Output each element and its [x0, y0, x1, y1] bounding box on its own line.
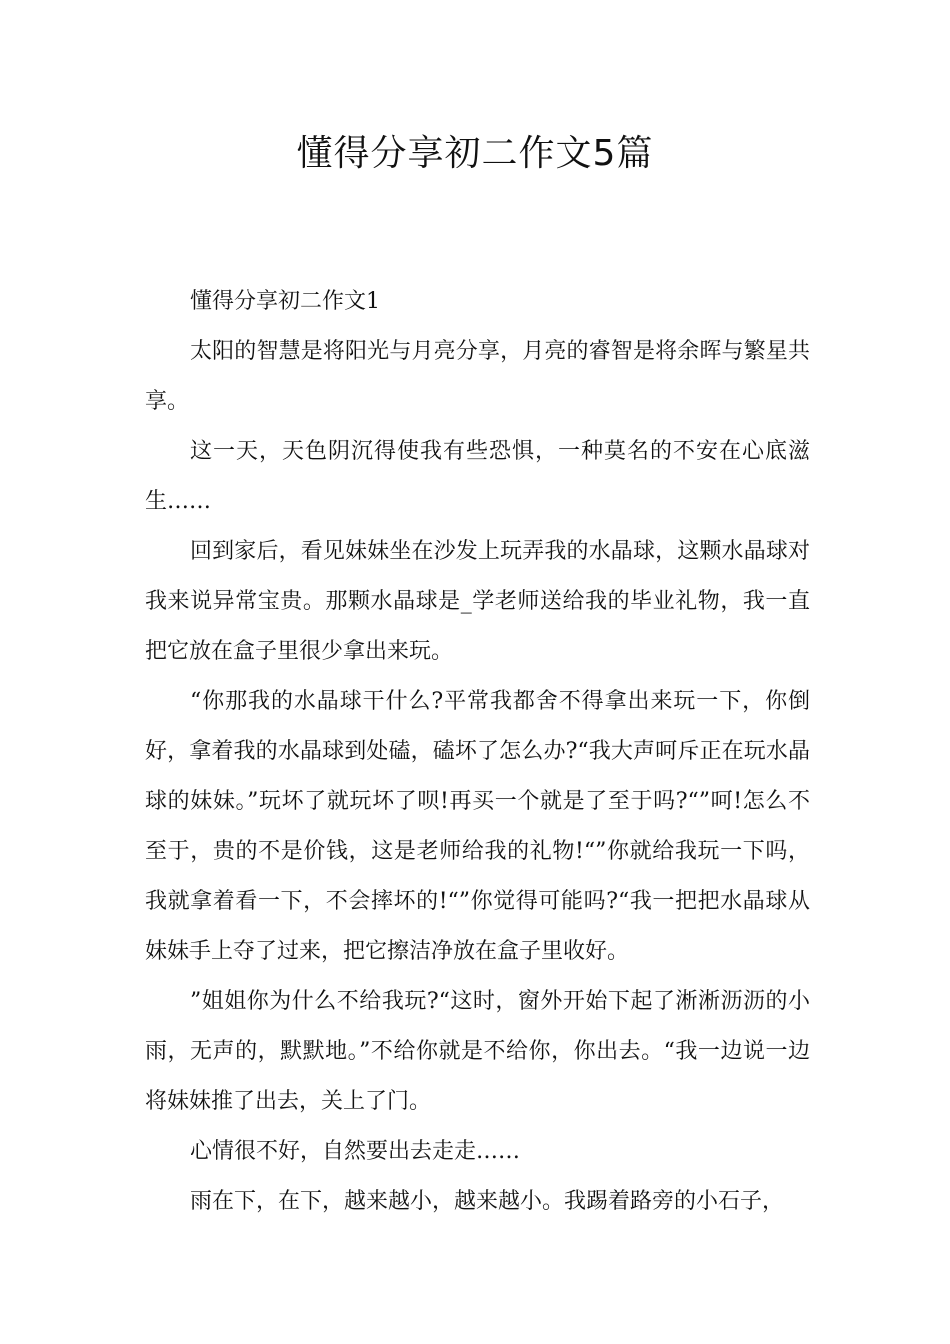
document-body: [145, 277, 810, 1227]
paragraph: 雨在下，在下，越来越小，越来越小。我踢着路旁的小石子，: [190, 1189, 785, 1214]
paragraph: 回到家后，看见妹妹坐在沙发上玩弄我的水晶球，这颗水晶球对我来说异常宝贵。那颗水晶球是_学老师送给我的毕业礼物，我一直把它放在盒子里很少拿出来玩。: [145, 539, 810, 664]
document-title: 懂得分享初二作文5篇: [296, 133, 654, 174]
paragraph: 心情很不好，自然要出去走走……: [190, 1139, 521, 1164]
paragraph: 这一天，天色阴沉得使我有些恐惧，一种莫名的不安在心底滋生……: [145, 439, 810, 514]
paragraph: “你那我的水晶球干什么?平常我都舍不得拿出来玩一下，你倒好，拿着我的水晶球到处磕，磕坏了怎么办?“我大声呵斥正在玩水晶球的妹妹。”玩坏了就玩坏了呗!再买一个就是了至于吗?“”呵!怎么不至于，贵的不是价钱，这是老师给我的礼物!“”你就给我玩一下吗，我就拿着看一下，不会摔坏的!“”你觉得可能吗?“我一把把水晶球从妹妹手上夺了过来，把它擦洁净放在盒子里收好。: [145, 689, 810, 964]
paragraph: ”姐姐你为什么不给我玩?“这时，窗外开始下起了淅淅沥沥的小雨，无声的，默默地。”不给你就是不给你，你出去。“我一边说一边将妹妹推了出去，关上了门。: [145, 989, 810, 1114]
section-heading: 懂得分享初二作文1: [190, 289, 380, 314]
paragraph: 太阳的智慧是将阳光与月亮分享，月亮的睿智是将余晖与繁星共享。: [145, 339, 810, 414]
